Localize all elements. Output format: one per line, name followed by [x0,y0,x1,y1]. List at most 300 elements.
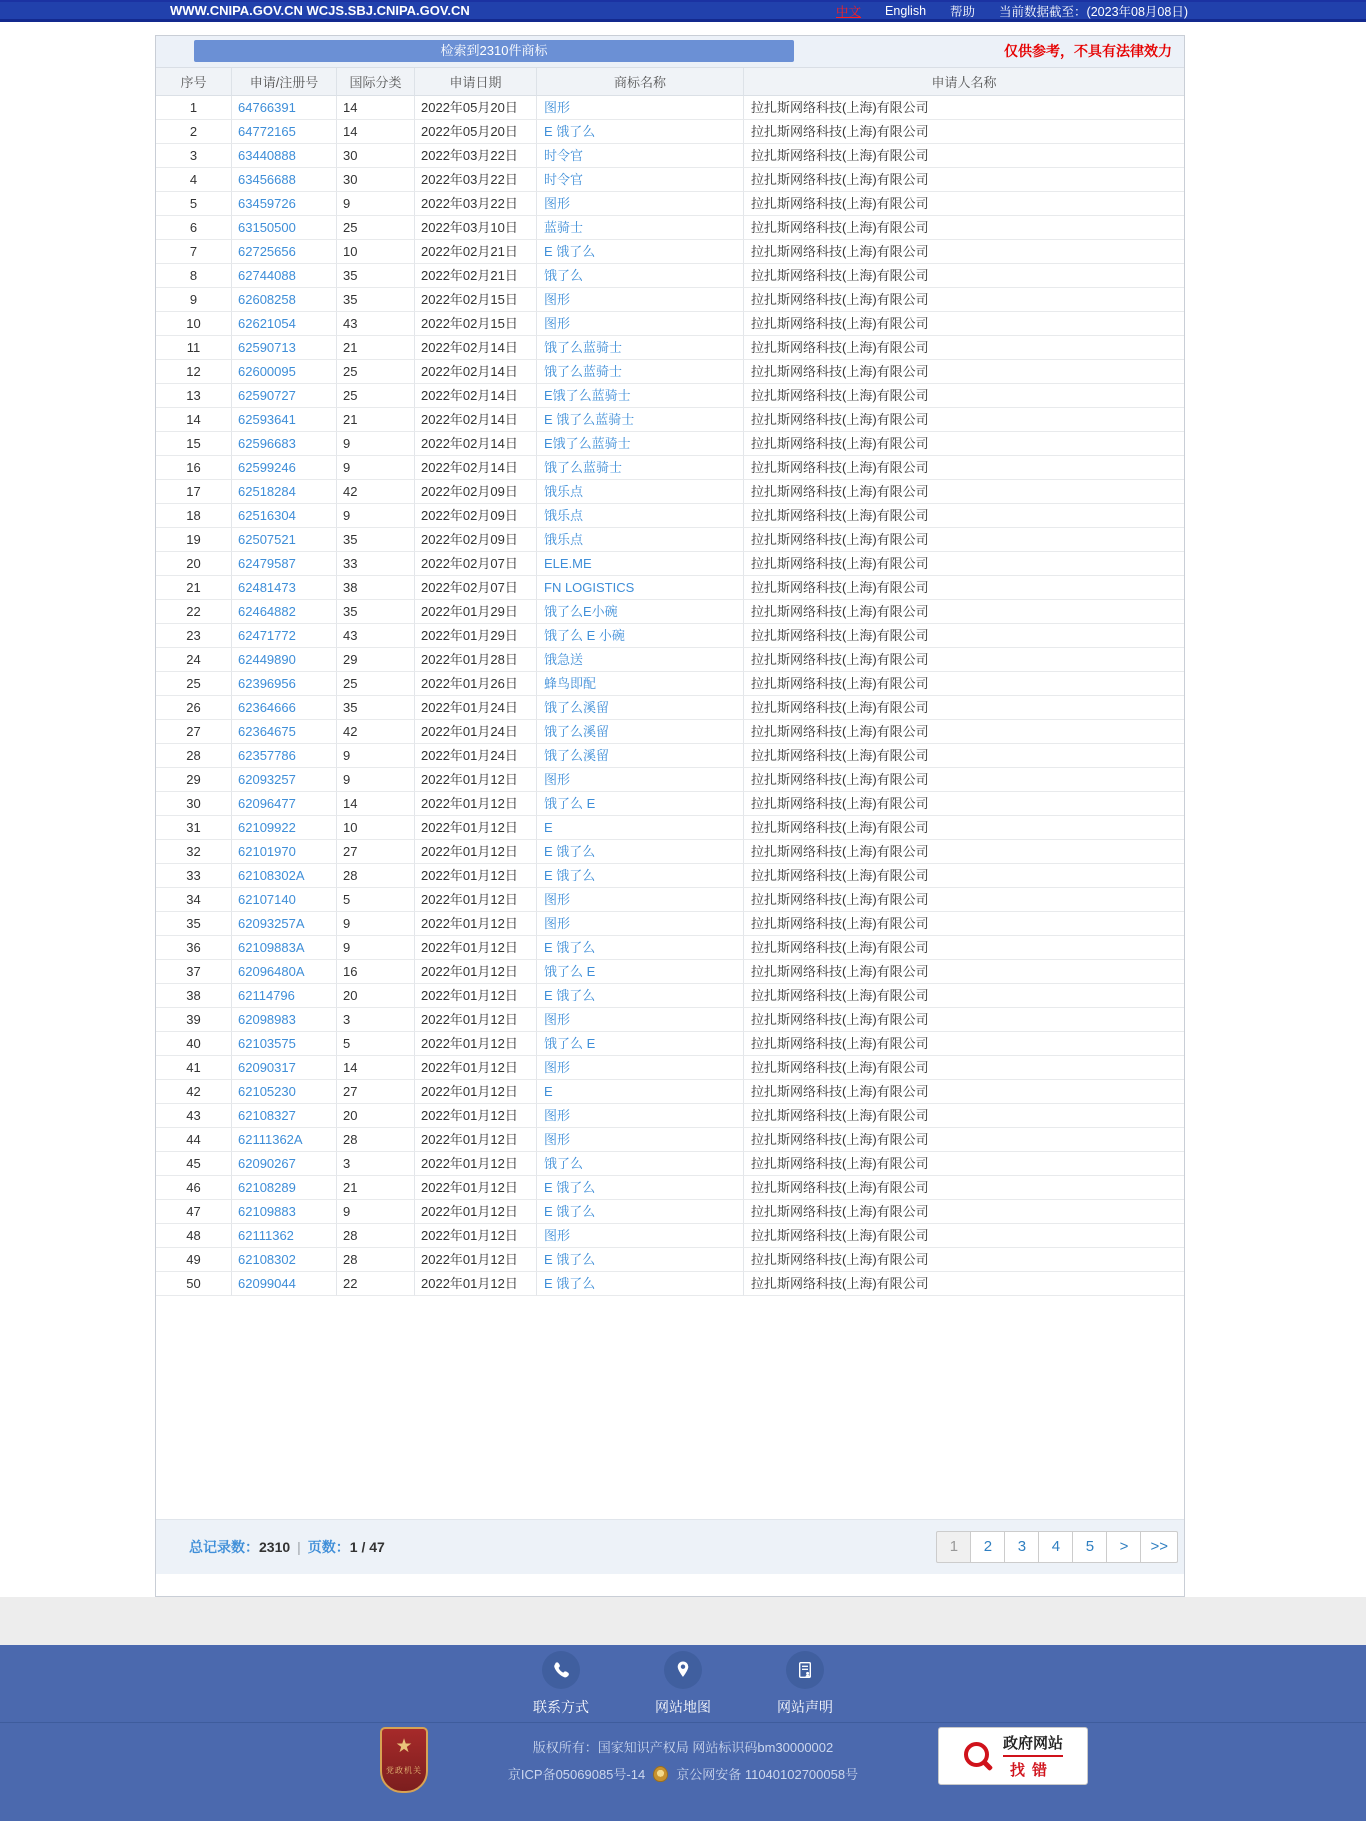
cell-class: 21 [337,408,415,432]
application-number-link[interactable]: 62396956 [238,676,296,691]
trademark-name-link[interactable]: 图形 [544,1132,571,1147]
trademark-name-link[interactable]: 图形 [544,292,571,307]
application-number-link[interactable]: 62464882 [238,604,296,619]
trademark-name-link[interactable]: 饿急送 [544,652,584,667]
cell-trademark-name [537,168,744,192]
application-number-link[interactable]: 62111362A [238,1132,303,1147]
cell-index: 24 [156,648,232,672]
application-number-link[interactable]: 62109922 [238,820,296,835]
gov-agency-badge[interactable] [380,1727,428,1793]
trademark-name-link[interactable]: 饿了么溪留 [544,700,610,715]
trademark-name-link[interactable]: FN LOGISTICS [544,580,635,595]
cell-index: 47 [156,1200,232,1224]
cell-applicant: 拉扎斯网络科技(上海)有限公司 [744,408,1184,432]
cell-applicant: 拉扎斯网络科技(上海)有限公司 [744,456,1184,480]
cell-applicant: 拉扎斯网络科技(上海)有限公司 [744,1248,1184,1272]
cell-class: 43 [337,312,415,336]
cell-trademark-name [537,1248,744,1272]
cell-applicant: 拉扎斯网络科技(上海)有限公司 [744,744,1184,768]
application-number-link[interactable]: 64772165 [238,124,296,139]
cell-date: 2022年01月12日 [415,1176,537,1200]
cell-index: 10 [156,312,232,336]
trademark-name-link[interactable]: E饿了么蓝骑士 [544,388,631,403]
cell-application-number [232,936,337,960]
cell-class: 16 [337,960,415,984]
cell-index: 41 [156,1056,232,1080]
cell-index: 44 [156,1128,232,1152]
cell-class: 3 [337,1152,415,1176]
cell-trademark-name [537,456,744,480]
lang-en-link[interactable]: English [885,3,927,18]
summary-separator: | [297,1539,301,1555]
cell-applicant: 拉扎斯网络科技(上海)有限公司 [744,936,1184,960]
application-number-link[interactable]: 63440888 [238,148,296,163]
cell-application-number [232,888,337,912]
find-error-divider [1003,1755,1063,1757]
cell-application-number [232,240,337,264]
trademark-name-link[interactable]: E 饿了么 [544,868,596,883]
trademark-name-link[interactable]: 饿了么E小碗 [544,604,618,619]
cell-applicant: 拉扎斯网络科技(上海)有限公司 [744,504,1184,528]
cell-applicant: 拉扎斯网络科技(上海)有限公司 [744,912,1184,936]
table-row [156,120,1184,144]
total-records-label: 总记录数： [189,1539,259,1555]
application-number-link[interactable]: 62518284 [238,484,296,499]
table-row [156,816,1184,840]
cell-application-number [232,120,337,144]
trademark-name-link[interactable]: 蓝骑士 [544,220,584,235]
gov-site-find-error-badge[interactable] [938,1727,1088,1785]
cell-applicant: 拉扎斯网络科技(上海)有限公司 [744,864,1184,888]
cell-trademark-name [537,1008,744,1032]
application-number-link[interactable]: 62364666 [238,700,296,715]
cell-date: 2022年02月07日 [415,576,537,600]
cell-date: 2022年02月14日 [415,360,537,384]
application-number-link[interactable]: 62108302A [238,868,305,883]
trademark-name-link[interactable]: E 饿了么 [544,124,596,139]
trademark-name-link[interactable]: 饿乐点 [544,484,584,499]
cell-index: 3 [156,144,232,168]
table-row [156,864,1184,888]
application-number-link[interactable]: 62364675 [238,724,296,739]
cell-class: 9 [337,192,415,216]
cell-application-number [232,624,337,648]
footer-link-statement[interactable] [770,1651,840,1722]
application-number-link[interactable]: 62096480A [238,964,305,979]
trademark-name-link[interactable]: E 饿了么 [544,1204,596,1219]
table-row [156,192,1184,216]
cell-application-number [232,504,337,528]
application-number-link[interactable]: 62357786 [238,748,296,763]
trademark-name-link[interactable]: E 饿了么蓝骑士 [544,412,635,427]
application-number-link[interactable]: 62109883 [238,1204,296,1219]
cell-index: 32 [156,840,232,864]
cell-date: 2022年02月09日 [415,480,537,504]
trademark-name-link[interactable]: 饿了么蓝骑士 [544,460,623,475]
cell-class: 5 [337,888,415,912]
table-row [156,1248,1184,1272]
footer-bottom [0,1723,1366,1821]
application-number-link[interactable]: 63456688 [238,172,296,187]
cell-class: 9 [337,432,415,456]
trademark-name-link[interactable]: 时令官 [544,148,584,163]
cell-applicant: 拉扎斯网络科技(上海)有限公司 [744,576,1184,600]
cell-date: 2022年02月15日 [415,312,537,336]
trademark-name-link[interactable]: 饿了么蓝骑士 [544,340,623,355]
trademark-name-link[interactable]: 饿了么 E [544,1036,596,1051]
table-row [156,720,1184,744]
application-number-link[interactable]: 64766391 [238,100,296,115]
application-number-link[interactable]: 62108289 [238,1180,296,1195]
page-button-1[interactable]: 1 [936,1531,971,1563]
cell-trademark-name [537,384,744,408]
cell-date: 2022年01月12日 [415,1080,537,1104]
cell-index: 16 [156,456,232,480]
application-number-link[interactable]: 62744088 [238,268,296,283]
cell-date: 2022年01月12日 [415,1152,537,1176]
trademark-name-link[interactable]: 饿了么溪留 [544,748,610,763]
cell-date: 2022年02月07日 [415,552,537,576]
table-row [156,1104,1184,1128]
trademark-name-link[interactable]: 图形 [544,1108,571,1123]
cell-applicant: 拉扎斯网络科技(上海)有限公司 [744,888,1184,912]
application-number-link[interactable]: 62596683 [238,436,296,451]
trademark-name-link[interactable]: 饿了么 E [544,796,596,811]
application-number-link[interactable]: 62590713 [238,340,296,355]
trademark-name-link[interactable]: E 饿了么 [544,844,596,859]
table-row [156,384,1184,408]
application-number-link[interactable]: 63150500 [238,220,296,235]
cell-trademark-name [537,480,744,504]
cell-trademark-name [537,816,744,840]
application-number-link[interactable]: 62471772 [238,628,296,643]
cell-application-number [232,1080,337,1104]
cell-applicant: 拉扎斯网络科技(上海)有限公司 [744,144,1184,168]
application-number-link[interactable]: 62090317 [238,1060,296,1075]
table-row [156,600,1184,624]
cell-application-number [232,720,337,744]
cell-applicant: 拉扎斯网络科技(上海)有限公司 [744,168,1184,192]
trademark-name-link[interactable]: E饿了么蓝骑士 [544,436,631,451]
footer-link-label: 网站声明 [777,1699,833,1715]
cell-date: 2022年01月28日 [415,648,537,672]
cell-applicant: 拉扎斯网络科技(上海)有限公司 [744,528,1184,552]
application-number-link[interactable]: 62114796 [238,988,295,1003]
trademark-name-link[interactable]: E 饿了么 [544,244,596,259]
cell-index: 9 [156,288,232,312]
trademark-name-link[interactable]: 饿了么溪留 [544,724,610,739]
cell-class: 38 [337,576,415,600]
application-number-link[interactable]: 62600095 [238,364,296,379]
cell-index: 33 [156,864,232,888]
application-number-link[interactable]: 62093257A [238,916,305,931]
help-link[interactable]: 帮助 [950,4,976,19]
table-row [156,1200,1184,1224]
next-page-button[interactable]: > [1106,1531,1141,1563]
cell-application-number [232,1248,337,1272]
cell-index: 2 [156,120,232,144]
application-number-link[interactable]: 62725656 [238,244,296,259]
cell-applicant: 拉扎斯网络科技(上海)有限公司 [744,960,1184,984]
trademark-name-link[interactable]: 图形 [544,1012,571,1027]
cell-applicant: 拉扎斯网络科技(上海)有限公司 [744,216,1184,240]
table-row [156,216,1184,240]
phone-icon [542,1651,580,1689]
cell-class: 33 [337,552,415,576]
trademark-name-link[interactable]: 饿了么 E 小碗 [544,628,625,643]
cell-date: 2022年01月12日 [415,1008,537,1032]
application-number-link[interactable]: 62481473 [238,580,296,595]
cell-trademark-name [537,408,744,432]
cell-applicant: 拉扎斯网络科技(上海)有限公司 [744,1056,1184,1080]
cell-application-number [232,864,337,888]
cell-applicant: 拉扎斯网络科技(上海)有限公司 [744,840,1184,864]
cell-index: 8 [156,264,232,288]
footer-links [0,1645,1366,1722]
cell-class: 14 [337,120,415,144]
cell-trademark-name [537,888,744,912]
cell-date: 2022年02月14日 [415,432,537,456]
page-count-label: 页数： [307,1539,350,1555]
result-info-strip [156,36,1184,68]
cell-application-number [232,336,337,360]
cell-applicant: 拉扎斯网络科技(上海)有限公司 [744,696,1184,720]
cell-application-number [232,1272,337,1296]
application-number-link[interactable]: 62108327 [238,1108,296,1123]
cell-applicant: 拉扎斯网络科技(上海)有限公司 [744,384,1184,408]
cell-trademark-name [537,1224,744,1248]
trademark-name-link[interactable]: ELE.ME [544,556,592,571]
cell-date: 2022年01月12日 [415,768,537,792]
cell-application-number [232,408,337,432]
trademark-name-link[interactable]: 图形 [544,100,571,115]
cell-class: 30 [337,168,415,192]
cell-trademark-name [537,96,744,120]
application-number-link[interactable]: 62599246 [238,460,296,475]
cell-index: 23 [156,624,232,648]
cell-date: 2022年01月12日 [415,792,537,816]
cell-applicant: 拉扎斯网络科技(上海)有限公司 [744,1008,1184,1032]
results-table [156,68,1184,1296]
application-number-link[interactable]: 62098983 [238,1012,296,1027]
application-number-link[interactable]: 62096477 [238,796,296,811]
cell-trademark-name [537,120,744,144]
cell-trademark-name [537,144,744,168]
cell-trademark-name [537,840,744,864]
cell-applicant: 拉扎斯网络科技(上海)有限公司 [744,600,1184,624]
cell-class: 3 [337,1008,415,1032]
application-number-link[interactable]: 62107140 [238,892,296,907]
application-number-link[interactable]: 62103575 [238,1036,296,1051]
trademark-name-link[interactable]: E 饿了么 [544,1276,596,1291]
cell-date: 2022年01月12日 [415,1104,537,1128]
cell-trademark-name [537,360,744,384]
trademark-name-link[interactable]: 蜂鸟即配 [544,676,597,691]
cell-applicant: 拉扎斯网络科技(上海)有限公司 [744,288,1184,312]
cell-class: 9 [337,744,415,768]
cell-trademark-name [537,1200,744,1224]
application-number-link[interactable]: 62105230 [238,1084,296,1099]
cell-trademark-name [537,720,744,744]
footer-link-label: 网站地图 [655,1699,711,1715]
application-number-link[interactable]: 62507521 [238,532,296,547]
cell-applicant: 拉扎斯网络科技(上海)有限公司 [744,312,1184,336]
footer-link-sitemap[interactable] [648,1651,718,1722]
page-footer [0,1645,1366,1821]
cell-application-number [232,600,337,624]
cell-index: 19 [156,528,232,552]
cell-date: 2022年01月12日 [415,816,537,840]
cell-class: 35 [337,600,415,624]
trademark-name-link[interactable]: 饿了么 [544,1156,584,1171]
table-row [156,456,1184,480]
cell-date: 2022年01月12日 [415,864,537,888]
table-row [156,792,1184,816]
trademark-name-link[interactable]: 图形 [544,772,571,787]
cell-class: 28 [337,1248,415,1272]
cell-applicant: 拉扎斯网络科技(上海)有限公司 [744,984,1184,1008]
cell-applicant: 拉扎斯网络科技(上海)有限公司 [744,720,1184,744]
trademark-name-link[interactable]: 饿乐点 [544,508,584,523]
application-number-link[interactable]: 62101970 [238,844,296,859]
table-row [156,744,1184,768]
cell-index: 49 [156,1248,232,1272]
cell-applicant: 拉扎斯网络科技(上海)有限公司 [744,648,1184,672]
cell-class: 28 [337,1128,415,1152]
cell-trademark-name [537,1128,744,1152]
application-number-link[interactable]: 62516304 [238,508,296,523]
trademark-name-link[interactable]: E [544,820,553,835]
cell-index: 31 [156,816,232,840]
trademark-name-link[interactable]: 图形 [544,316,571,331]
trademark-name-link[interactable]: E 饿了么 [544,940,596,955]
table-row [156,480,1184,504]
cell-class: 35 [337,264,415,288]
cell-application-number [232,744,337,768]
application-number-link[interactable]: 62608258 [238,292,296,307]
cell-application-number [232,168,337,192]
trademark-name-link[interactable]: 饿了么蓝骑士 [544,364,623,379]
cell-class: 30 [337,144,415,168]
cell-application-number [232,1104,337,1128]
application-number-link[interactable]: 62108302 [238,1252,296,1267]
trademark-name-link[interactable]: 饿乐点 [544,532,584,547]
last-page-button[interactable]: >> [1140,1531,1178,1563]
lang-zh-link[interactable]: 中文 [836,4,862,19]
cell-index: 22 [156,600,232,624]
application-number-link[interactable]: 62479587 [238,556,296,571]
trademark-name-link[interactable]: 饿了么 [544,268,584,283]
application-number-link[interactable]: 62590727 [238,388,296,403]
footer-link-contact[interactable] [526,1651,596,1722]
trademark-name-link[interactable]: 饿了么 E [544,964,596,979]
trademark-name-link[interactable]: 图形 [544,196,571,211]
cell-date: 2022年01月12日 [415,960,537,984]
cell-application-number [232,648,337,672]
application-number-link[interactable]: 62593641 [238,412,296,427]
cell-trademark-name [537,576,744,600]
page-button-5[interactable]: 5 [1072,1531,1107,1563]
page-button-3[interactable]: 3 [1004,1531,1039,1563]
table-row [156,408,1184,432]
cell-applicant: 拉扎斯网络科技(上海)有限公司 [744,1152,1184,1176]
application-number-link[interactable]: 62621054 [238,316,296,331]
data-cutoff-text: 当前数据截至：(2023年08月08日) [999,4,1188,19]
cell-date: 2022年03月22日 [415,168,537,192]
cell-class: 35 [337,528,415,552]
cell-date: 2022年01月24日 [415,744,537,768]
trademark-name-link[interactable]: E 饿了么 [544,1252,596,1267]
trademark-name-link[interactable]: E [544,1084,553,1099]
table-row [156,624,1184,648]
pagination [936,1531,1178,1563]
trademark-name-link[interactable]: E 饿了么 [544,1180,596,1195]
application-number-link[interactable]: 62449890 [238,652,296,667]
cell-applicant: 拉扎斯网络科技(上海)有限公司 [744,816,1184,840]
cell-index: 43 [156,1104,232,1128]
cell-class: 27 [337,1080,415,1104]
cell-trademark-name [537,216,744,240]
cell-date: 2022年02月14日 [415,456,537,480]
cell-trademark-name [537,528,744,552]
find-error-text [1003,1732,1063,1780]
cell-date: 2022年01月12日 [415,1128,537,1152]
cell-applicant: 拉扎斯网络科技(上海)有限公司 [744,768,1184,792]
cell-class: 25 [337,360,415,384]
cell-date: 2022年02月14日 [415,384,537,408]
trademark-name-link[interactable]: 图形 [544,916,571,931]
cell-application-number [232,672,337,696]
application-number-link[interactable]: 62090267 [238,1156,296,1171]
cell-trademark-name [537,552,744,576]
table-row [156,696,1184,720]
table-row [156,360,1184,384]
table-row [156,648,1184,672]
cell-date: 2022年01月12日 [415,888,537,912]
application-number-link[interactable]: 62093257 [238,772,296,787]
cell-application-number [232,528,337,552]
cell-trademark-name [537,1176,744,1200]
application-number-link[interactable]: 62109883A [238,940,305,955]
trademark-name-link[interactable]: 图形 [544,1228,571,1243]
cell-application-number [232,696,337,720]
totals-strip [156,1519,1184,1574]
trademark-name-link[interactable]: 图形 [544,1060,571,1075]
table-row [156,1128,1184,1152]
gov-badge-emblem-icon: ★ [395,1736,413,1757]
cell-date: 2022年01月12日 [415,1056,537,1080]
cell-date: 2022年03月22日 [415,192,537,216]
cell-trademark-name [537,792,744,816]
trademark-name-link[interactable]: E 饿了么 [544,988,596,1003]
application-number-link[interactable]: 62111362 [238,1228,294,1243]
application-number-link[interactable]: 63459726 [238,196,296,211]
trademark-name-link[interactable]: 图形 [544,892,571,907]
cell-class: 43 [337,624,415,648]
page-button-2[interactable]: 2 [970,1531,1005,1563]
cell-class: 21 [337,1176,415,1200]
table-row [156,144,1184,168]
cell-date: 2022年01月12日 [415,912,537,936]
cell-class: 9 [337,768,415,792]
header-class: 国际分类 [337,68,415,96]
application-number-link[interactable]: 62099044 [238,1276,296,1291]
page-button-4[interactable]: 4 [1038,1531,1073,1563]
cell-class: 14 [337,792,415,816]
table-row [156,432,1184,456]
cell-index: 40 [156,1032,232,1056]
trademark-name-link[interactable]: 时令官 [544,172,584,187]
